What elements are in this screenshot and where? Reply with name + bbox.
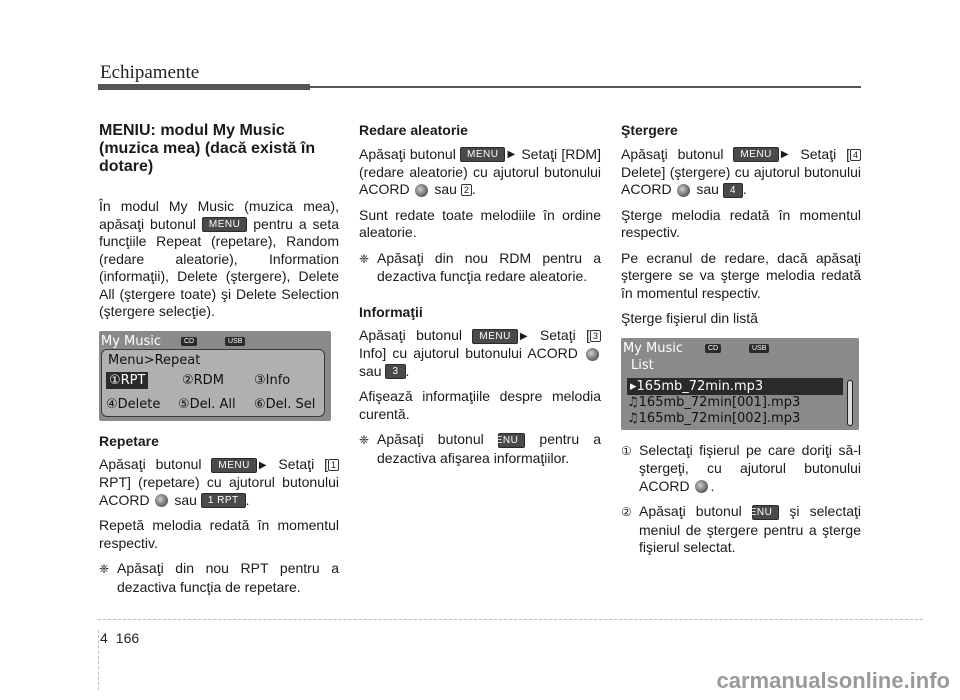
info-desc: Afişează informaţiile despre melodia curentă. — [359, 388, 601, 422]
repeat-note — [99, 560, 339, 596]
chapter-number: 4 — [100, 630, 108, 646]
menu-item-delete: ④Delete — [106, 396, 161, 412]
info-paragraph: Apăsaţi butonul MENU ▶ Setaţi [ 3 Info] cu ajutorul butonului ACORD sau 3 . — [359, 327, 601, 380]
menu-button-icon: MENU — [202, 217, 247, 232]
page-header-title: Echipamente — [100, 62, 200, 83]
delete-text-b: Setaţi [ — [800, 145, 850, 162]
repeat-desc: Repetă melodia redată în momentul respectiv. — [99, 517, 339, 551]
footer-vertical-rule — [98, 630, 99, 690]
menu-item-del-sel: ⑥Del. Sel — [254, 396, 316, 412]
repeat-title: Repetare — [99, 432, 159, 449]
list-label: List — [631, 357, 654, 373]
random-desc: Sunt redate toate melodiile în ordine aleatorie. — [359, 206, 601, 241]
info-note-text-b: pentru a dezactiva afişarea informaţiilor. — [377, 431, 601, 466]
repeat-text-c: RPT] (repetare) cu ajutorul butonului ACORD — [99, 474, 339, 508]
my-music-screen-list — [621, 338, 859, 430]
repeat-text-b: Setaţi [ — [278, 456, 328, 472]
note-icon: ❈ — [359, 251, 370, 266]
arrow-right-icon: ▶ — [780, 149, 789, 161]
arrow-right-icon: ▶ — [258, 459, 267, 471]
step-1: ① Selectaţi fişierul pe care doriţi să-l ştergeţi, cu ajutorul butonului ACORD . — [621, 441, 861, 494]
menu-item-info: ③Info — [254, 372, 291, 388]
menu-button-icon: MENU — [211, 458, 256, 473]
number-3-icon: 3 — [590, 330, 601, 342]
note-icon: ❈ — [359, 433, 370, 448]
column-1 — [99, 122, 339, 604]
footer-rule — [98, 619, 923, 620]
delete-desc-3: Şterge fişierul din listă — [621, 310, 758, 327]
watermark: carmanualsonline.info — [716, 668, 950, 693]
number-2-icon: 2 — [461, 184, 472, 196]
list-item: ♫165mb_72min[001].mp3 — [627, 394, 801, 410]
column-3 — [621, 122, 861, 565]
delete-text-c: Delete] (ştergere) cu ajutorul butonului ACORD — [621, 163, 861, 198]
menu-item-rdm: ②RDM — [182, 372, 224, 388]
random-text-b: Setaţi [RDM] (redare aleatorie) cu ajutorul butonului ACORD — [359, 145, 601, 198]
info-text-c: Info] cu ajutorul butonului ACORD — [359, 345, 578, 362]
repeat-text-d: sau — [174, 491, 197, 508]
delete-text-a: Apăsaţi butonul — [621, 145, 724, 162]
list-item: ♫165mb_72min[002].mp3 — [627, 410, 801, 426]
random-text-c: sau — [434, 181, 457, 198]
usb-badge: USB — [225, 337, 245, 346]
step-2-text-b: şi selectaţi meniul de ştergere pentru a şterge fişierul selectat. — [639, 503, 861, 556]
section-heading: MENIU: modul My Music (muzica mea) (dacă există în dotare) — [99, 122, 316, 175]
menu-item-rpt: ①RPT — [106, 372, 148, 390]
info-text-a: Apăsaţi butonul — [359, 327, 462, 344]
step-1-icon: ① — [621, 443, 632, 458]
step-2-icon: ② — [621, 505, 632, 520]
random-paragraph: Apăsaţi butonul MENU ▶ Setaţi [RDM] (redare aleatorie) cu ajutorul butonului ACORD sau 2 . — [359, 145, 601, 198]
three-button-icon: 3 — [385, 364, 405, 379]
info-text-b: Setaţi [ — [539, 327, 590, 344]
tune-knob-icon — [695, 480, 708, 493]
info-note-text-a: Apăsaţi butonul — [377, 431, 484, 448]
repeat-paragraph: Apăsaţi butonul MENU ▶ Setaţi [ 1 RPT] (repetare) cu ajutorul butonului ACORD sau 1 RPT . — [99, 456, 339, 508]
menu-button-icon: MENU — [460, 147, 505, 162]
tune-knob-icon — [677, 184, 690, 197]
rpt-button-icon: 1 RPT — [201, 493, 246, 508]
info-title: Informaţii — [359, 303, 423, 320]
menu-panel — [101, 349, 325, 417]
menu-button-icon: MENU — [472, 329, 517, 344]
tune-knob-icon — [586, 348, 599, 361]
screen-title: My Music — [101, 333, 162, 349]
repeat-note-text: Apăsaţi din nou RPT pentru a dezactiva funcţia de repetare. — [117, 560, 339, 595]
screen-title: My Music — [623, 340, 684, 356]
delete-paragraph: Apăsaţi butonul MENU ▶ Setaţi [ 4 Delete] (ştergere) cu ajutorul butonului ACORD sau 4 . — [621, 145, 861, 198]
delete-title: Ştergere — [621, 122, 678, 138]
menu-button-icon: MENU — [752, 505, 779, 520]
arrow-right-icon: ▶ — [519, 330, 528, 342]
menu-item-del-all: ⑤Del. All — [178, 396, 236, 412]
header-rule — [98, 86, 861, 88]
list-item-selected: ▸165mb_72min.mp3 — [627, 378, 843, 396]
random-note — [359, 250, 601, 286]
cd-badge: CD — [181, 337, 197, 346]
menu-button-icon: MENU — [498, 433, 525, 448]
page-number — [100, 630, 139, 646]
menu-path: Menu>Repeat — [108, 352, 201, 368]
repeat-text-a: Apăsaţi butonul — [99, 456, 202, 472]
intro-paragraph — [99, 198, 339, 321]
delete-desc: Şterge melodia redată în momentul respectiv. — [621, 206, 861, 241]
intro-text-b: pentru a seta funcţiile Repeat (repetare), Random (redare aleatorie), Information (informaţii), Delete (ştergere), Delete All (ştergere toate) şi Delete Selection (ştergere selecţie). — [99, 215, 339, 319]
step-1-text: Selectaţi fişierul pe care doriţi să-l ştergeţi, cu ajutorul butonului ACORD — [639, 441, 861, 494]
random-text-a: Apăsaţi butonul — [359, 145, 456, 162]
info-text-d: sau — [359, 362, 382, 379]
number-1-icon: 1 — [328, 459, 339, 471]
number-4-icon: 4 — [850, 149, 861, 161]
random-note-text: Apăsaţi din nou RDM pentru a dezactiva funcţia redare aleatorie. — [377, 249, 601, 285]
tune-knob-icon — [415, 184, 428, 197]
step-2 — [621, 503, 861, 557]
usb-badge: USB — [749, 344, 769, 353]
tune-knob-icon — [155, 494, 168, 507]
page-count: 166 — [115, 630, 140, 646]
my-music-screen-repeat — [99, 331, 331, 421]
menu-button-icon: MENU — [733, 147, 778, 162]
arrow-right-icon: ▶ — [507, 149, 516, 161]
delete-text-d: sau — [696, 181, 719, 198]
info-note — [359, 431, 601, 467]
column-2 — [359, 122, 601, 475]
step-2-text-a: Apăsaţi butonul — [639, 503, 742, 520]
cd-badge: CD — [705, 344, 721, 353]
four-button-icon: 4 — [723, 183, 743, 198]
scrollbar-icon — [847, 380, 853, 426]
note-icon: ❈ — [99, 562, 110, 577]
random-title: Redare aleatorie — [359, 122, 468, 138]
intro-text-a: În modul My Music (muzica mea), apăsaţi butonul — [99, 198, 339, 232]
delete-desc-2: Pe ecranul de redare, dacă apăsaţi ştergere se va şterge melodia redată în momentul respectiv. — [621, 249, 861, 301]
